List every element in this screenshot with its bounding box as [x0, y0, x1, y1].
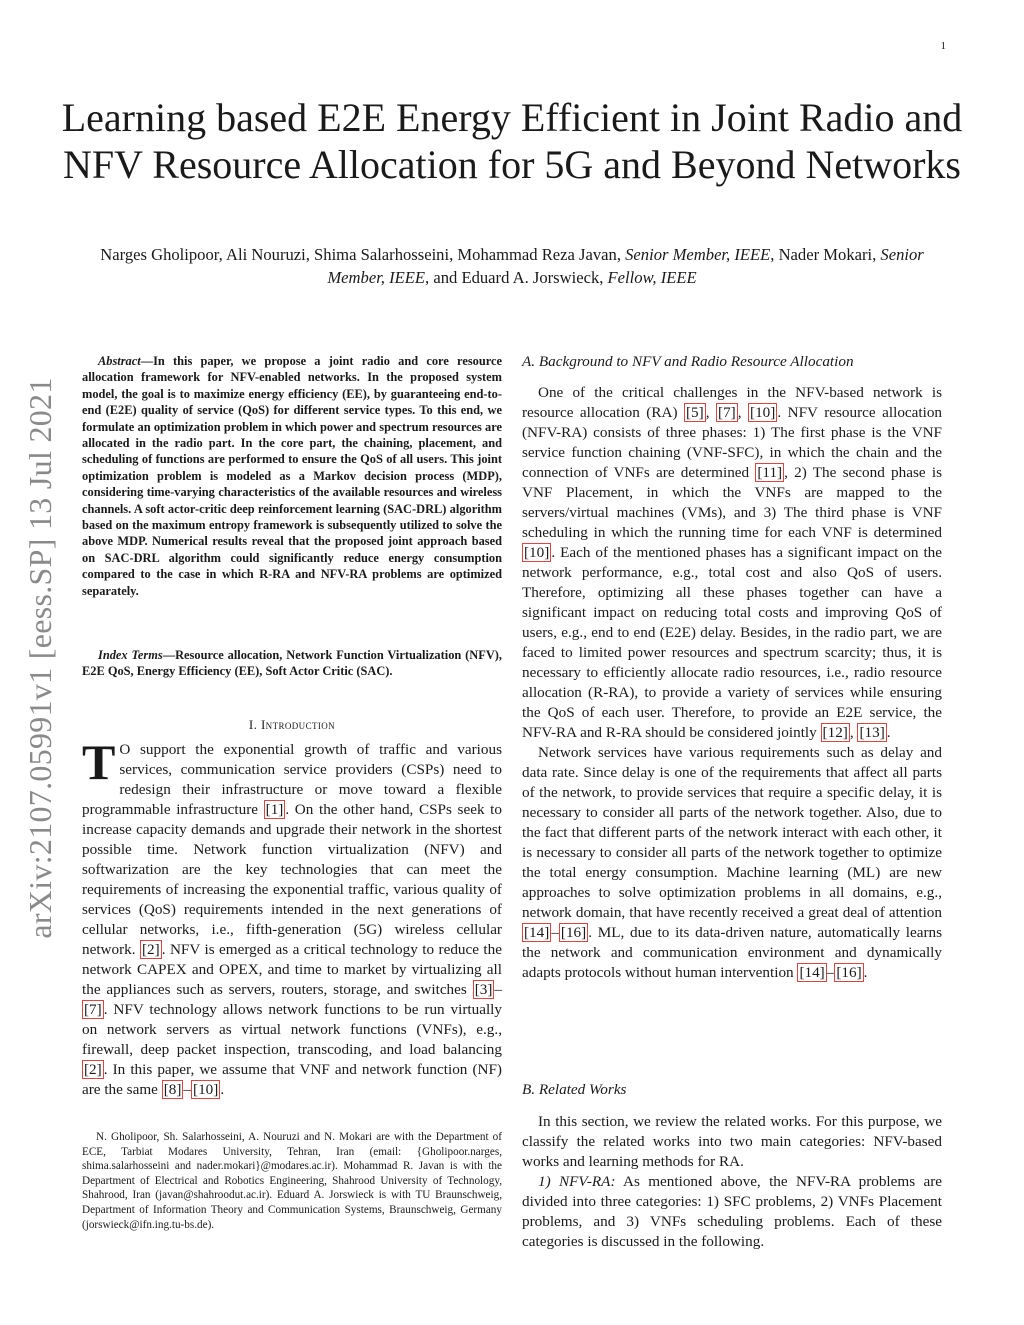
- bg-text-1a: One of the critical challenges in the NFV-based network is resource allocation (RA): [522, 384, 942, 421]
- citation-link[interactable]: [13]: [859, 724, 885, 741]
- intro-number: I.: [248, 717, 261, 732]
- citation-link[interactable]: [5]: [686, 404, 704, 421]
- citation-link[interactable]: [10]: [524, 544, 550, 561]
- section-heading-background: A. Background to NFV and Radio Resource Allocation: [522, 353, 854, 370]
- bg-text-1c: , 2) The second phase is VNF Placement, in which the VNFs are mapped to the servers/virtual machines (VMs), and 3) The third phase is VNF scheduling in which the running time for each VNF is determined: [522, 464, 943, 541]
- page-number: 1: [940, 40, 946, 52]
- index-terms-lead: Index Terms: [98, 648, 163, 662]
- related-text-2: As mentioned above, the NFV-RA problems are divided into three categories: 1) SFC problems, 2) VNFs Placement problems, and 3) VNFs scheduling problems. Each of these categories is discussed in the following.: [522, 1173, 942, 1250]
- citation-link[interactable]: [7]: [84, 1001, 102, 1018]
- background-paragraph-1: [522, 383, 942, 743]
- authors-part-3: , and Eduard A. Jorswieck,: [425, 268, 608, 287]
- intro-text-6: .: [220, 1081, 225, 1098]
- range-dash: –: [826, 964, 835, 981]
- related-paragraph-2: [522, 1172, 942, 1252]
- separator: ,: [849, 724, 858, 741]
- intro-body: [82, 734, 502, 1100]
- background-paragraph-2: [522, 743, 942, 983]
- citation-link[interactable]: [14]: [799, 964, 825, 981]
- citation-link[interactable]: [11]: [757, 464, 783, 481]
- intro-title: Introduction: [260, 717, 336, 732]
- intro-text-4: . NFV technology allows network functions to be run virtually on network servers as virtual network functions (VNFs), e.g., firewall, deep packet inspection, transcoding, and load balancing: [82, 1001, 502, 1058]
- separator: ,: [705, 404, 717, 421]
- arxiv-stamp: arXiv:2107.05991v1 [eess.SP] 13 Jul 2021: [22, 377, 58, 939]
- subsection-lead: 1) NFV-RA:: [538, 1173, 616, 1190]
- author-role-1: Senior Member, IEEE: [625, 245, 771, 264]
- citation-link[interactable]: [10]: [750, 404, 776, 421]
- intro-text-5: . In this paper, we assume that VNF and network function (NF) are the same: [82, 1061, 502, 1098]
- citation-link[interactable]: [8]: [163, 1081, 182, 1098]
- citation-link[interactable]: [3]: [474, 981, 493, 998]
- range-dash: –: [551, 924, 559, 941]
- background-body: [522, 383, 942, 983]
- abstract-lead: Abstract: [98, 354, 141, 368]
- paper-title: Learning based E2E Energy Efficient in Joint Radio and NFV Resource Allocation for 5G and Beyond Networks: [61, 95, 963, 187]
- citation-link[interactable]: [12]: [822, 724, 848, 741]
- intro-text-1: O support the exponential growth of traffic and various services, communication service providers (CSPs) need to redesign their infrastructure or move toward a flexible programmable infrastructure: [82, 741, 502, 818]
- citation-link[interactable]: [2]: [84, 1061, 102, 1078]
- citation-link[interactable]: [14]: [524, 924, 550, 941]
- bg-text-1d: . Each of the mentioned phases has a significant impact on the network performance, e.g., total cost and also QoS of users. Therefore, optimizing all these phases together can have a significant impact on reducing total costs and improving QoS of users, e.g., end to end (E2E) delay. Besides, in the radio part, we are faced to limited power resources and spectrum scarcity; thus, it is necessary to efficiently allocate radio resources, i.e., radio resource allocation (R-RA), to provide a variety of services while ensuring the QoS of each user. Therefore, to provide an E2E service, the NFV-RA and R-RA should be considered jointly: [522, 544, 942, 741]
- bg-text-1b: . NFV resource allocation (NFV-RA) consists of three phases: 1) The first phase is the VNF service function chaining (VNF-SFC), in which the chain and the connection of VNFs are determined: [522, 404, 943, 481]
- bg-text-2a: Network services have various requirements such as delay and data rate. Since delay is one of the requirements that affect all parts of the network, to provide services that require a specific delay, it is necessary to consider all parts of the network together. Also, due to the fact that different parts of the network interact with each other, it is necessary to consider all parts of the network together to optimize the total energy consumption. Machine learning (ML) are new approaches to solve optimization problems in all domains, e.g., network domain, that have recently received a great deal of attention: [522, 744, 942, 921]
- bg-text-2b: . ML, due to its data-driven nature, automatically learns the network and communication environment and dynamically adapts protocols without human intervention: [522, 924, 942, 981]
- section-heading-related-works: B. Related Works: [522, 1081, 627, 1098]
- author-role-2: Senior Member, IEEE: [327, 245, 924, 287]
- intro-text-2: . On the other hand, CSPs seek to increase capacity demands and upgrade their network in the shortest possible time. Network function virtualization (NFV) and softwarization are the key technologies that can meet the requirements of increasing the exponential traffic, various quality of services (QoS) requirements intended in the next generations of cellular networks, i.e., fifth-generation (5G) wireless cellular network.: [82, 801, 502, 958]
- separator: ,: [737, 404, 749, 421]
- intro-text-3: . NFV is emerged as a critical technology to reduce the network CAPEX and OPEX, and time to market by virtualizing all the appliances such as servers, routers, storage, and switches: [82, 941, 502, 998]
- dropcap: T: [82, 734, 116, 790]
- citation-link[interactable]: [16]: [560, 924, 587, 941]
- author-list: [80, 243, 944, 289]
- range-dash: –: [183, 1081, 192, 1098]
- index-terms: [82, 647, 502, 680]
- related-paragraph-1: In this section, we review the related works. For this purpose, we classify the related works into two main categories: NFV-based works and learning methods for RA.: [522, 1113, 942, 1170]
- bg-text-1e: .: [886, 724, 891, 741]
- bg-text-2c: .: [863, 964, 868, 981]
- authors-part-2: , Nader Mokari,: [770, 245, 881, 264]
- citation-link[interactable]: [16]: [836, 964, 862, 981]
- citation-link[interactable]: [7]: [718, 404, 736, 421]
- range-dash: –: [494, 981, 502, 998]
- author-footnote: N. Gholipoor, Sh. Salarhosseini, A. Nouruzi and N. Mokari are with the Department of ECE, Tarbiat Modares University, Tehran, Iran (email: {Gholipoor.narges, shima.salarhosseini and nader.mokari}@modares.ac.ir). Mohammad R. Javan is with the Department of Electrical and Robotics Engineering, Shahrood University of Technology, Shahrood, Iran (javan@shahroodut.ac.ir). Eduard A. Jorswieck is with TU Braunschweig, Department of Information Theory and Communication Systems, Braunschweig, Germany (jorswieck@ifn.ing.tu-bs.de).: [82, 1131, 502, 1231]
- citation-link[interactable]: [10]: [193, 1081, 219, 1098]
- index-terms-text: —Resource allocation, Network Function Virtualization (NFV), E2E QoS, Energy Efficiency (EE), Soft Actor Critic (SAC).: [82, 648, 502, 679]
- intro-heading: [82, 717, 502, 733]
- author-role-3: Fellow, IEEE: [607, 268, 697, 287]
- related-works-body: [522, 1112, 942, 1252]
- authors-part-1: Narges Gholipoor, Ali Nouruzi, Shima Salarhosseini, Mohammad Reza Javan,: [100, 245, 626, 264]
- citation-link[interactable]: [1]: [265, 801, 284, 818]
- abstract-text: —In this paper, we propose a joint radio and core resource allocation framework for NFV-enabled networks. In the proposed system model, the goal is to maximize energy efficiency (EE), by guaranteeing end-to-end (E2E) quality of service (QoS) for different service types. To this end, we formulate an optimization problem in which power and spectrum resources are allocated in the radio part. In the core part, the chaining, placement, and scheduling of functions are performed to ensure the QoS of all users. This joint optimization problem is modeled as a Markov decision process (MDP), considering time-varying characteristics of the available resources and wireless channels. A soft actor-critic deep reinforcement learning (SAC-DRL) algorithm based on the maximum entropy framework is subsequently utilized to solve the above MDP. Numerical results reveal that the proposed joint approach based on SAC-DRL algorithm could significantly reduce energy consumption compared to the case in which R-RA and NFV-RA problems are optimized separately.: [82, 354, 502, 598]
- abstract: [82, 353, 502, 599]
- citation-link[interactable]: [2]: [142, 941, 160, 958]
